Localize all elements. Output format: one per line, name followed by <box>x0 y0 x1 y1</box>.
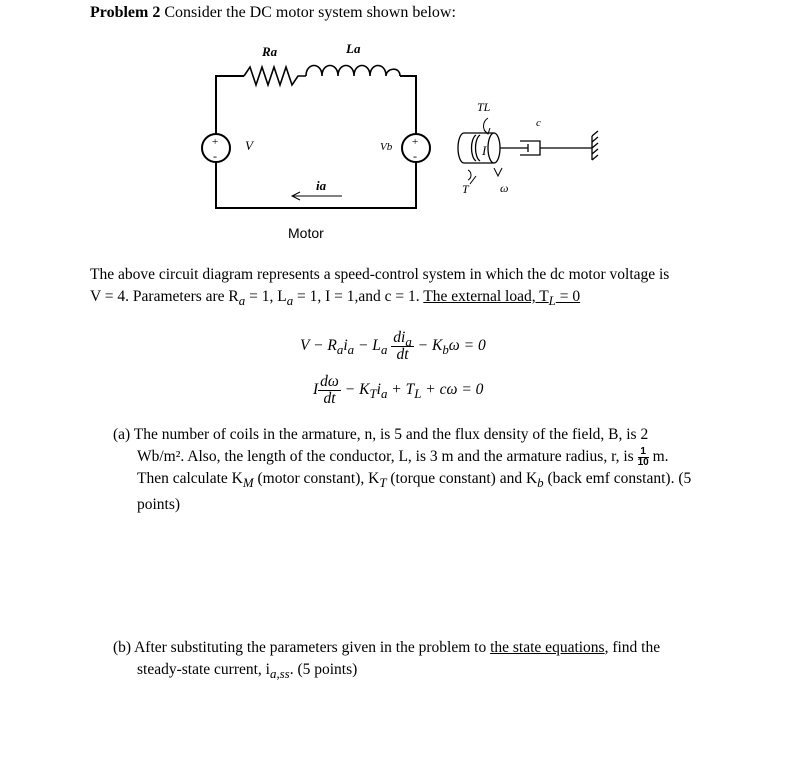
radius-fraction: $\frac{1}{10}$ <box>637 445 649 468</box>
label-motor: Motor <box>288 225 324 241</box>
source-v-plus: + <box>212 136 219 148</box>
external-load-link: The external load, $T_L = 0$ <box>423 288 581 309</box>
label-ra: Ra <box>262 44 278 59</box>
label-ia: ia <box>316 178 327 193</box>
damper-c <box>500 131 598 160</box>
part-a <box>113 424 703 516</box>
part-b-line1: (b) After substituting the parameters given in the problem to the state equations, find the <box>113 639 661 656</box>
problem-label: Problem 2 <box>90 4 161 21</box>
label-torque-t: T <box>462 182 469 196</box>
motor-circuit-diagram <box>0 0 804 250</box>
part-a-line3: Then calculate $K_M$ (motor constant), $K_T$ (torque constant) and $K_b$ (back emf constant). (5 <box>137 470 692 491</box>
part-a-line1: (a) The number of coils in the armature, n, is 5 and the flux density of the field, B, is 2 <box>113 426 649 443</box>
label-damping-c: c <box>536 117 541 129</box>
source-vb-plus: + <box>412 136 419 148</box>
label-v: V <box>245 138 253 153</box>
problem-description <box>90 264 740 312</box>
wire-left-top <box>216 76 244 135</box>
label-omega: ω <box>500 181 509 195</box>
label-inertia: I <box>482 143 487 158</box>
label-tl: TL <box>477 100 491 114</box>
problem-title: Consider the DC motor system shown below: <box>160 4 456 21</box>
wire-right-top <box>400 76 416 135</box>
state-equations-link: the state equations <box>490 639 605 656</box>
equation-mechanical: I $\frac{d\omega}{dt}$ − $K_Ti_a + T_L + c\omega = 0$ <box>313 373 484 407</box>
description-line2: V = 4. Parameters are $R_a = 1$, $L_a = 1$, I = 1,and c = 1. The external load, $T_L = 0$ <box>90 288 581 309</box>
label-la: La <box>346 41 361 56</box>
rotor-inertia <box>458 133 500 163</box>
source-v-minus: - <box>213 149 217 163</box>
part-b <box>113 637 703 685</box>
source-vb-minus: - <box>413 149 417 163</box>
label-vb: Vb <box>380 141 393 153</box>
resistor-ra <box>244 67 306 85</box>
part-a-line2: Wb/m². Also, the length of the conductor, L, is 3 m and the armature radius, r, is $\frac{1}{10}$ m. <box>137 445 669 468</box>
equation-electrical: $V - R_ai_a - L_a$ $\frac{di_a}{dt}$ − $K_b\omega = 0$ <box>300 329 486 363</box>
description-line1: The above circuit diagram represents a speed-control system in which the dc motor voltage is <box>90 266 670 283</box>
inductor-la <box>306 66 400 77</box>
part-b-line2: steady-state current, $i_{a,ss}$. (5 points) <box>137 661 358 682</box>
part-a-line4: points) <box>137 496 181 514</box>
